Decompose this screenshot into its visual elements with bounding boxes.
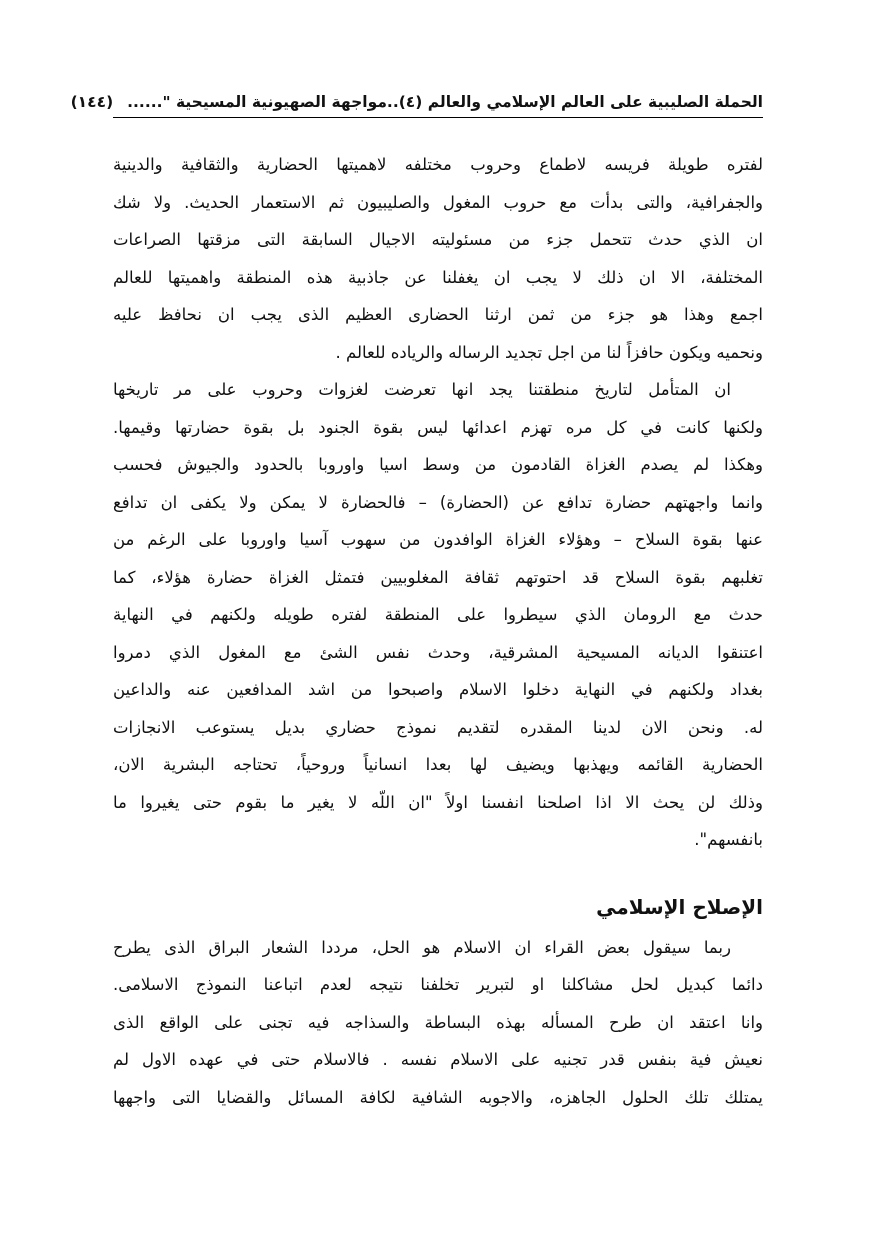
section-heading: الإصلاح الإسلامي	[596, 894, 763, 919]
text-line: تغلبهم بقوة السلاح قد احتوتهم ثقافة المغلوبيين فتمثل الغزاة حضارة هؤلاء، كما	[113, 567, 763, 587]
paragraph-2	[113, 371, 763, 859]
text-line: لفتره طويلة فريسه لاطماع وحروب مختلفه لاهميتها الحضارية والثقافية والدينية	[113, 155, 763, 174]
text-line: ان الذي حدث تتحمل جزء من مسئوليته الاجيال السابقة التى مزقتها الصراعات	[113, 230, 763, 249]
text-line: وذلك لن يحث الا اذا اصلحنا انفسنا اولاً "ان اللّه لا يغير ما بقوم حتى يغيروا ما	[113, 792, 763, 812]
paragraph-3	[113, 929, 763, 1117]
text-line: دائما كبديل لحل مشاكلنا او لتبرير تخلفنا نتيجه لعدم اتباعنا النموذج الاسلامى.	[113, 975, 763, 994]
text-line: بانفسهم".	[694, 830, 763, 849]
text-line: يمتلك تلك الحلول الجاهزه، والاجوبه الشافية لكافة المسائل والقضايا التى واجهها	[113, 1087, 763, 1107]
paragraph-1	[113, 146, 763, 371]
text-line: ربما سيقول بعض القراء ان الاسلام هو الحل، مرددا الشعار البراق الذى يطرح	[113, 937, 731, 957]
text-line: وانا اعتقد ان طرح المسأله بهذه البساطة والسذاجه فيه تجنى على الواقع الذى	[113, 1012, 763, 1032]
text-line: اعتنقوا الديانه المسيحية المشرقية، وحدث نفس الشئ مع المغول الذي دمروا	[113, 642, 763, 662]
running-header-title: الحملة الصليبية على العالم الإسلامي والعالم (٤)..مواجهة الصهيونية المسيحية "......	[127, 92, 763, 111]
text-line: وهكذا لم يصدم الغزاة القادمون من وسط اسيا واوروبا بالحدود والجيوش فحسب	[113, 455, 763, 474]
body-text	[113, 146, 763, 1116]
text-line: ان المتأمل لتاريخ منطقتنا يجد انها تعرضت لغزوات وحروب على مر تاريخها	[113, 380, 731, 399]
text-line: نعيش فية بنفس قدر تجنيه على الاسلام نفسه . فالاسلام حتى في عهده الاول لم	[113, 1050, 763, 1069]
text-line: والجفرافية، والتى بدأت مع حروب المغول والصليبيون ثم الاستعمار الحديث. ولا شك	[113, 192, 763, 212]
text-line: ولكنها كانت في كل مره تهزم اعدائها ليس بقوة الجنود بل بقوة حضارتها وقيمها.	[113, 417, 763, 437]
text-line: عنها بقوة السلاح – وهؤلاء الغزاة الوافدون من سهوب آسيا واوروبا على الرغم من	[113, 530, 763, 549]
text-line: الحضارية القائمه ويهذبها ويضيف لها بعدا انسانياً وروحياً، تحتاجه البشرية الان،	[113, 755, 763, 774]
page-number: (١٤٤)	[70, 92, 114, 111]
text-line: بغداد ولكنهم في النهاية دخلوا الاسلام واصبحوا من اشد المدافعين عنه والداعين	[113, 680, 763, 699]
text-line: له. ونحن الان لدينا المقدره لتقديم نموذج حضاري بديل يستوعب الانجازات	[113, 717, 763, 737]
text-line: اجمع وهذا هو جزء من ثمن ارثنا الحضارى العظيم الذى يجب ان نحافظ عليه	[113, 305, 763, 324]
text-line: ونحميه ويكون حافزاً لنا من اجل تجديد الرساله والرياده للعالم .	[335, 342, 763, 362]
text-line: المختلفة، الا ان ذلك لا يجب ان يغفلنا عن جاذبية هذه المنطقة واهميتها للعالم	[113, 267, 763, 287]
document-page	[70, 0, 763, 1240]
text-line: وانما واجهتهم حضارة تدافع عن (الحضارة) – فالحضارة لا يمكن ولا يكفى ان تدافع	[113, 492, 763, 512]
text-line: حدث مع الرومان الذي سيطروا على المنطقة لفتره طويله ولكنهم في النهاية	[113, 605, 763, 624]
running-header	[70, 86, 763, 118]
